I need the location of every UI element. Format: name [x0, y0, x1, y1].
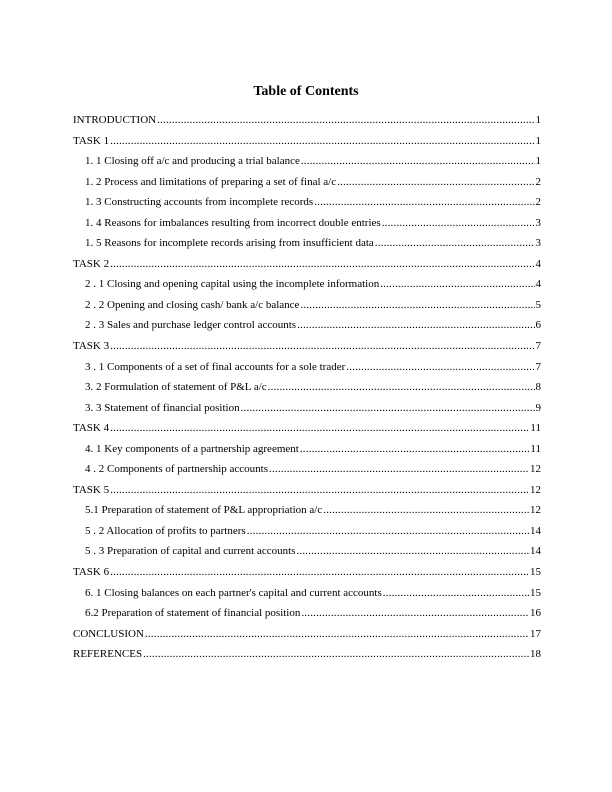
toc-entry-label: TASK 2 — [73, 257, 110, 270]
toc-entry-label: 6.2 Preparation of statement of financial position — [85, 607, 301, 620]
dot-leader — [110, 565, 529, 579]
toc-entry-label: 2 . 1 Closing and opening capital using the incomplete information — [85, 278, 380, 291]
toc-page-number: 8 — [535, 381, 541, 394]
toc-subentry[interactable] — [73, 195, 541, 216]
toc-page-number: 6 — [535, 319, 541, 332]
toc-subentry[interactable] — [73, 360, 541, 381]
toc-subentry[interactable] — [73, 401, 541, 422]
toc-page-number: 2 — [535, 196, 541, 209]
toc-entry-label: TASK 4 — [73, 422, 110, 435]
toc-title: Table of Contents — [253, 84, 359, 99]
toc-entry-label: CONCLUSION — [73, 627, 144, 640]
toc-entry-label: TASK 3 — [73, 340, 110, 353]
dot-leader — [296, 544, 529, 558]
toc-subentry[interactable] — [73, 298, 541, 319]
toc-page-number: 3 — [535, 237, 541, 250]
toc-page-number: 1 — [535, 134, 541, 147]
dot-leader — [110, 134, 534, 148]
toc-subentry[interactable] — [73, 175, 541, 196]
toc-entry-label: 3. 2 Formulation of statement of P&L a/c — [85, 381, 267, 394]
toc-page-number: 17 — [530, 627, 541, 640]
dot-leader — [301, 154, 535, 168]
toc-subentry[interactable] — [73, 503, 541, 524]
toc-page-number: 12 — [530, 504, 541, 517]
toc-page-number: 4 — [535, 278, 541, 291]
toc-entry-label: 5 . 3 Preparation of capital and current accounts — [85, 545, 296, 558]
toc-page-number: 15 — [530, 586, 541, 599]
toc-subentry[interactable] — [73, 524, 541, 545]
dot-leader — [380, 277, 534, 291]
toc-page-number: 15 — [530, 566, 541, 579]
dot-leader — [110, 339, 534, 353]
toc-page-number: 2 — [535, 175, 541, 188]
dot-leader — [110, 421, 529, 435]
dot-leader — [346, 360, 534, 374]
toc-entry-label: TASK 6 — [73, 566, 110, 579]
toc-subentry[interactable] — [73, 544, 541, 565]
table-of-contents — [73, 113, 541, 668]
dot-leader — [300, 442, 530, 456]
toc-entry-label: 1. 2 Process and limitations of preparing a set of final a/c — [85, 175, 337, 188]
toc-entry-label: 1. 3 Constructing accounts from incomplete records — [85, 196, 314, 209]
toc-entry-label: 3. 3 Statement of financial position — [85, 401, 240, 414]
toc-entry-label: 1. 1 Closing off a/c and producing a trial balance — [85, 155, 300, 168]
toc-entry-label: REFERENCES — [73, 648, 143, 661]
toc-entry-label: 4. 1 Key components of a partnership agreement — [85, 442, 299, 455]
toc-entry-label: 5.1 Preparation of statement of P&L appropriation a/c — [85, 504, 323, 517]
dot-leader — [297, 318, 534, 332]
toc-subentry[interactable] — [73, 236, 541, 257]
dot-leader — [323, 503, 529, 517]
dot-leader — [382, 216, 535, 230]
dot-leader — [314, 195, 534, 209]
dot-leader — [157, 113, 534, 127]
toc-page-number: 12 — [530, 483, 541, 496]
toc-subentry[interactable] — [73, 586, 541, 607]
toc-entry-label: 2 . 2 Opening and closing cash/ bank a/c balance — [85, 298, 300, 311]
dot-leader — [241, 401, 535, 415]
toc-entry-label: TASK 5 — [73, 483, 110, 496]
toc-page-number: 11 — [530, 422, 541, 435]
toc-entry-label: 4 . 2 Components of partnership accounts — [85, 463, 268, 476]
dot-leader — [268, 380, 535, 394]
toc-page-number: 11 — [530, 442, 541, 455]
toc-entry[interactable] — [73, 134, 541, 155]
toc-subentry[interactable] — [73, 606, 541, 627]
dot-leader — [375, 236, 535, 250]
toc-subentry[interactable] — [73, 318, 541, 339]
toc-page-number: 7 — [535, 360, 541, 373]
toc-entry-label: 5 . 2 Allocation of profits to partners — [85, 524, 246, 537]
dot-leader — [301, 606, 529, 620]
toc-entry[interactable] — [73, 483, 541, 504]
toc-entry-label: 2 . 3 Sales and purchase ledger control accounts — [85, 319, 297, 332]
toc-page-number: 14 — [530, 524, 541, 537]
toc-page-number: 14 — [530, 545, 541, 558]
toc-page-number: 12 — [530, 463, 541, 476]
toc-entry-label: 1. 4 Reasons for imbalances resulting from incorrect double entries — [85, 216, 381, 229]
dot-leader — [383, 586, 529, 600]
toc-entry-label: 1. 5 Reasons for incomplete records arising from insufficient data — [85, 237, 374, 250]
toc-subentry[interactable] — [73, 380, 541, 401]
dot-leader — [300, 298, 534, 312]
toc-page-number: 3 — [535, 216, 541, 229]
dot-leader — [247, 524, 529, 538]
toc-entry[interactable] — [73, 339, 541, 360]
toc-entry-label: 3 . 1 Components of a set of final accounts for a sole trader — [85, 360, 346, 373]
dot-leader — [145, 627, 529, 641]
toc-page-number: 4 — [535, 257, 541, 270]
toc-entry[interactable] — [73, 565, 541, 586]
toc-entry[interactable] — [73, 113, 541, 134]
dot-leader — [269, 462, 529, 476]
toc-page-number: 5 — [535, 298, 541, 311]
toc-entry-label: 6. 1 Closing balances on each partner's capital and current accounts — [85, 586, 382, 599]
toc-subentry[interactable] — [73, 154, 541, 175]
dot-leader — [337, 175, 534, 189]
toc-page-number: 7 — [535, 340, 541, 353]
toc-subentry[interactable] — [73, 462, 541, 483]
toc-page-number: 1 — [535, 155, 541, 168]
toc-page-number: 18 — [530, 648, 541, 661]
toc-subentry[interactable] — [73, 277, 541, 298]
toc-subentry[interactable] — [73, 216, 541, 237]
toc-entry[interactable] — [73, 257, 541, 278]
toc-entry[interactable] — [73, 627, 541, 648]
toc-page-number: 9 — [535, 401, 541, 414]
toc-entry[interactable] — [73, 421, 541, 442]
dot-leader — [110, 483, 529, 497]
toc-entry-label: INTRODUCTION — [73, 114, 157, 126]
toc-page-number: 16 — [530, 607, 541, 620]
toc-page-number: 1 — [535, 114, 541, 126]
dot-leader — [143, 647, 529, 661]
toc-entry[interactable] — [73, 647, 541, 668]
dot-leader — [110, 257, 534, 271]
toc-subentry[interactable] — [73, 442, 541, 463]
toc-entry-label: TASK 1 — [73, 134, 110, 147]
